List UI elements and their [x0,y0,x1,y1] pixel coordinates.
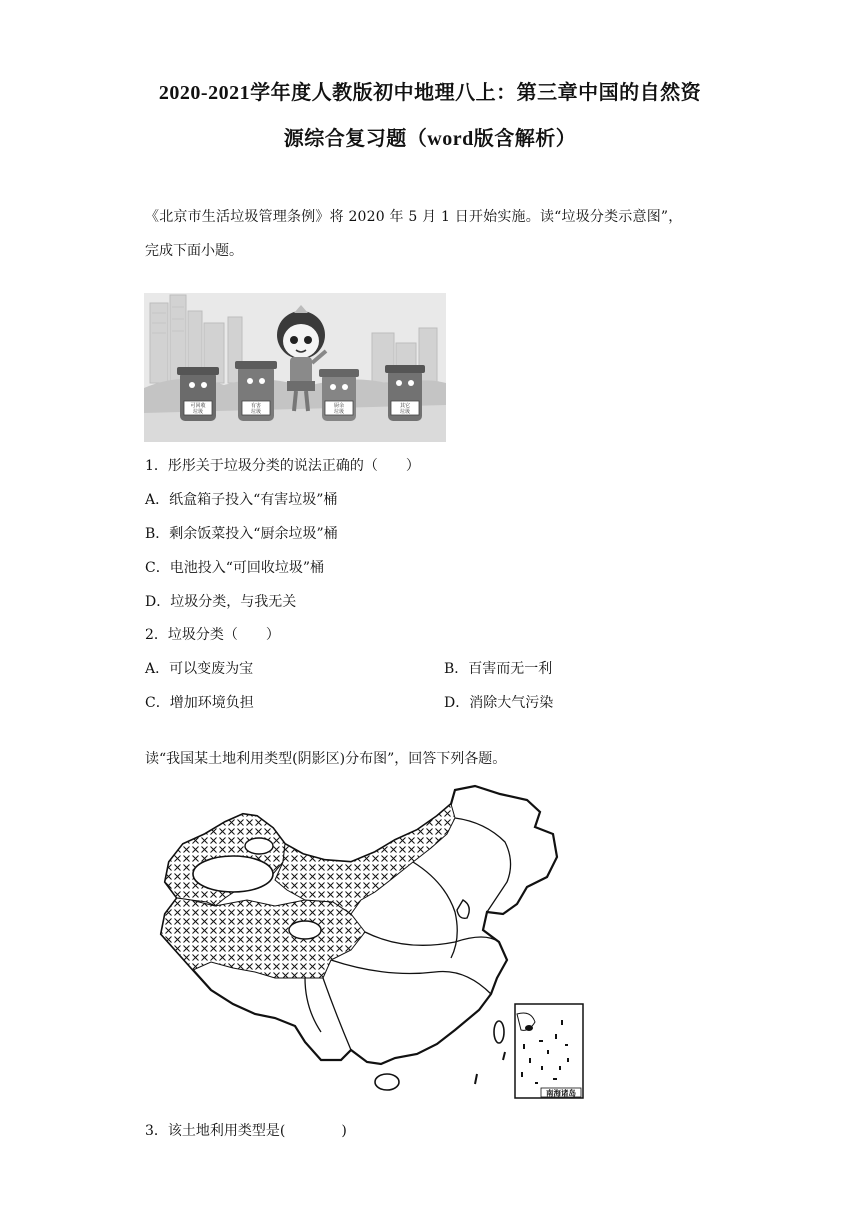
bin-label-other-top: 其它 [399,403,411,409]
passage2-intro: 读“我国某土地利用类型(阴影区)分布图”，回答下列各题。 [145,751,507,767]
question-1-option-c: C．电池投入“可回收垃圾”桶 [145,560,325,576]
bin-label-recyclable-top: 可回收 [190,403,206,409]
question-1-option-b: B．剩余饭菜投入“厨余垃圾”桶 [145,526,338,542]
question-3-stem: 3．该土地利用类型是( ) [145,1123,347,1139]
question-1-stem: 1．彤彤关于垃圾分类的说法正确的（ ） [145,458,420,474]
question-1-option-d: D．垃圾分类，与我无关 [145,594,297,610]
bin-label-kitchen-bottom: 垃圾 [333,409,345,415]
map-inset-label: 南海诸岛 [546,1088,576,1098]
bin-recyclable [177,367,219,421]
bin-label-kitchen-top: 厨余 [333,403,345,409]
bin-label-recyclable-bottom: 垃圾 [192,409,204,415]
south-china-sea-inset [515,1004,583,1098]
passage1-intro-line2: 完成下面小题。 [145,243,243,259]
bin-other [385,365,425,421]
question-2-option-a: A．可以变废为宝 [145,661,254,677]
garbage-sorting-figure [144,293,446,442]
passage1-intro-line1: 《北京市生活垃圾管理条例》将 2020 年 5 月 1 日开始实施。读“垃圾分类示意图”， [145,209,683,225]
qaidam-basin [289,921,321,939]
document-title-line2: 源综合复习题（word版含解析） [283,128,577,150]
question-2-option-b: B．百害而无一利 [444,661,553,677]
bin-hazardous [235,361,277,421]
bin-label-hazardous-top: 有害 [250,403,262,409]
question-2-stem: 2．垃圾分类（ ） [145,627,280,643]
taiwan-island [494,1021,504,1043]
hainan-island [375,1074,399,1090]
bin-kitchen [319,369,359,421]
junggar-basin [245,838,273,854]
question-1-option-a: A．纸盒箱子投入“有害垃圾”桶 [145,492,338,508]
china-land-use-map [155,782,587,1102]
tarim-basin [193,856,273,892]
question-2-option-c: C．增加环境负担 [145,695,254,711]
bin-label-hazardous-bottom: 垃圾 [250,409,262,415]
bin-label-other-bottom: 垃圾 [399,409,411,415]
document-title-line1: 2020-2021学年度人教版初中地理八上：第三章中国的自然资 [158,82,702,104]
question-2-option-d: D．消除大气污染 [444,695,554,711]
